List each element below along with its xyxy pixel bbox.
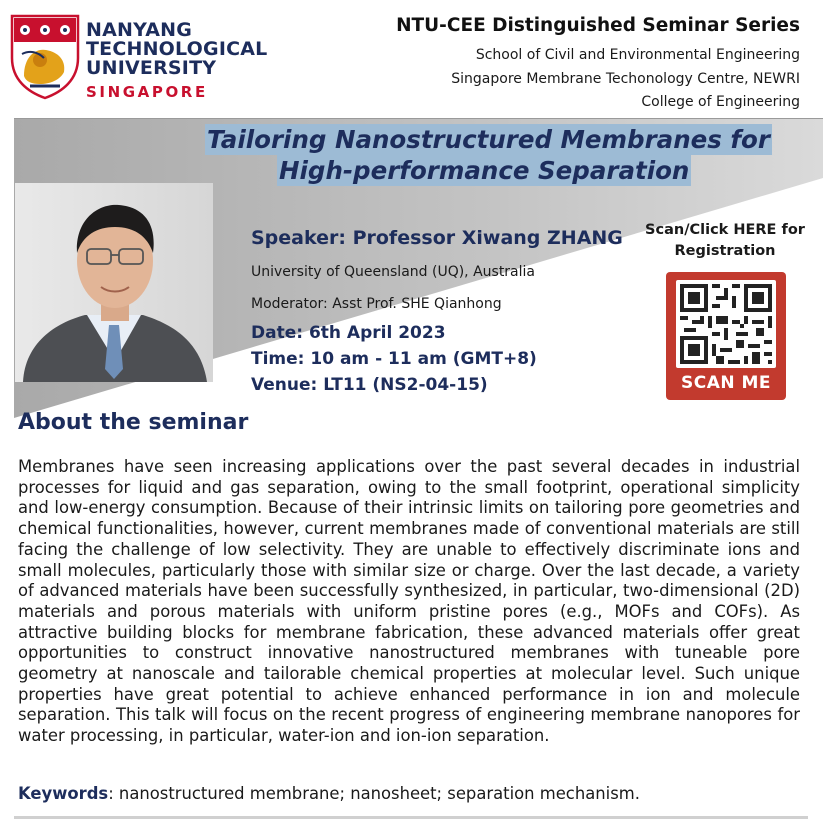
registration-prompt[interactable] — [640, 220, 810, 262]
ntu-crest-logo — [10, 14, 80, 100]
talk-title-line1: Tailoring Nanostructured Membranes for — [207, 125, 770, 154]
keywords — [18, 784, 640, 803]
registration-line2[interactable]: Registration — [674, 243, 776, 259]
bottom-divider — [14, 816, 808, 819]
university-name-line2: TECHNOLOGICAL — [86, 38, 268, 60]
speaker-photo — [15, 183, 213, 382]
speaker-name: Speaker: Professor Xiwang ZHANG — [251, 227, 623, 249]
event-time: Time: 10 am - 11 am (GMT+8) — [251, 349, 537, 369]
university-name-line3: UNIVERSITY — [86, 57, 217, 79]
university-name-singapore: SINGAPORE — [86, 83, 208, 101]
university-name-line1: NANYANG — [86, 19, 193, 41]
seminar-series-title: NTU-CEE Distinguished Seminar Series — [396, 15, 800, 36]
keywords-label: Keywords — [18, 784, 109, 803]
event-venue: Venue: LT11 (NS2-04-15) — [251, 375, 488, 395]
about-heading: About the seminar — [18, 410, 249, 435]
event-date: Date: 6th April 2023 — [251, 323, 446, 343]
school-name: School of Civil and Environmental Engineering — [475, 47, 800, 63]
about-body-text: Membranes have seen increasing applications over the past several decades in industrial processes for liquid and gas separation, owing to the small footprint, operational simplicity and low-energy consumption. Because of their intrinsic limits on tailoring pore geometries and chemical functionalities, however, current membranes made of conventional materials are still facing the challenge of low selectivity. They are unable to effectively discriminate ions and small molecules, particularly those with similar size or charge. Over the last decade, a variety of advanced materials have been successfully synthesized, in particular, two-dimensional (2D) materials and porous materials with uniform pristine pores (e.g., MOFs and COFs). As attractive building blocks for membrane fabrication, these advanced materials offer great opportunities to construct innovative nanostructured membranes with tuneable pore geometry at nanoscale and tailorable chemical properties at molecular level. Such unique properties have great potential to achieve enhanced performance in ion and molecule separation. This talk will focus on the recent progress of engineering membrane nanopores for water processing, in particular, water-ion and ion-ion separation. — [18, 457, 800, 746]
registration-qr-card[interactable] — [666, 272, 786, 400]
talk-title-line2: High-performance Separation — [279, 156, 690, 185]
moderator: Moderator: Asst Prof. SHE Qianhong — [251, 296, 502, 312]
centre-name: Singapore Membrane Techonology Centre, NEWRI — [451, 71, 800, 87]
registration-qr-code[interactable] — [676, 280, 776, 368]
scan-me-label[interactable]: SCAN ME — [680, 373, 772, 393]
speaker-affiliation: University of Queensland (UQ), Australia — [251, 264, 535, 280]
college-name: College of Engineering — [641, 94, 800, 110]
registration-line1[interactable]: Scan/Click HERE for — [645, 222, 805, 238]
keywords-text: : nanostructured membrane; nanosheet; separation mechanism. — [108, 784, 640, 803]
